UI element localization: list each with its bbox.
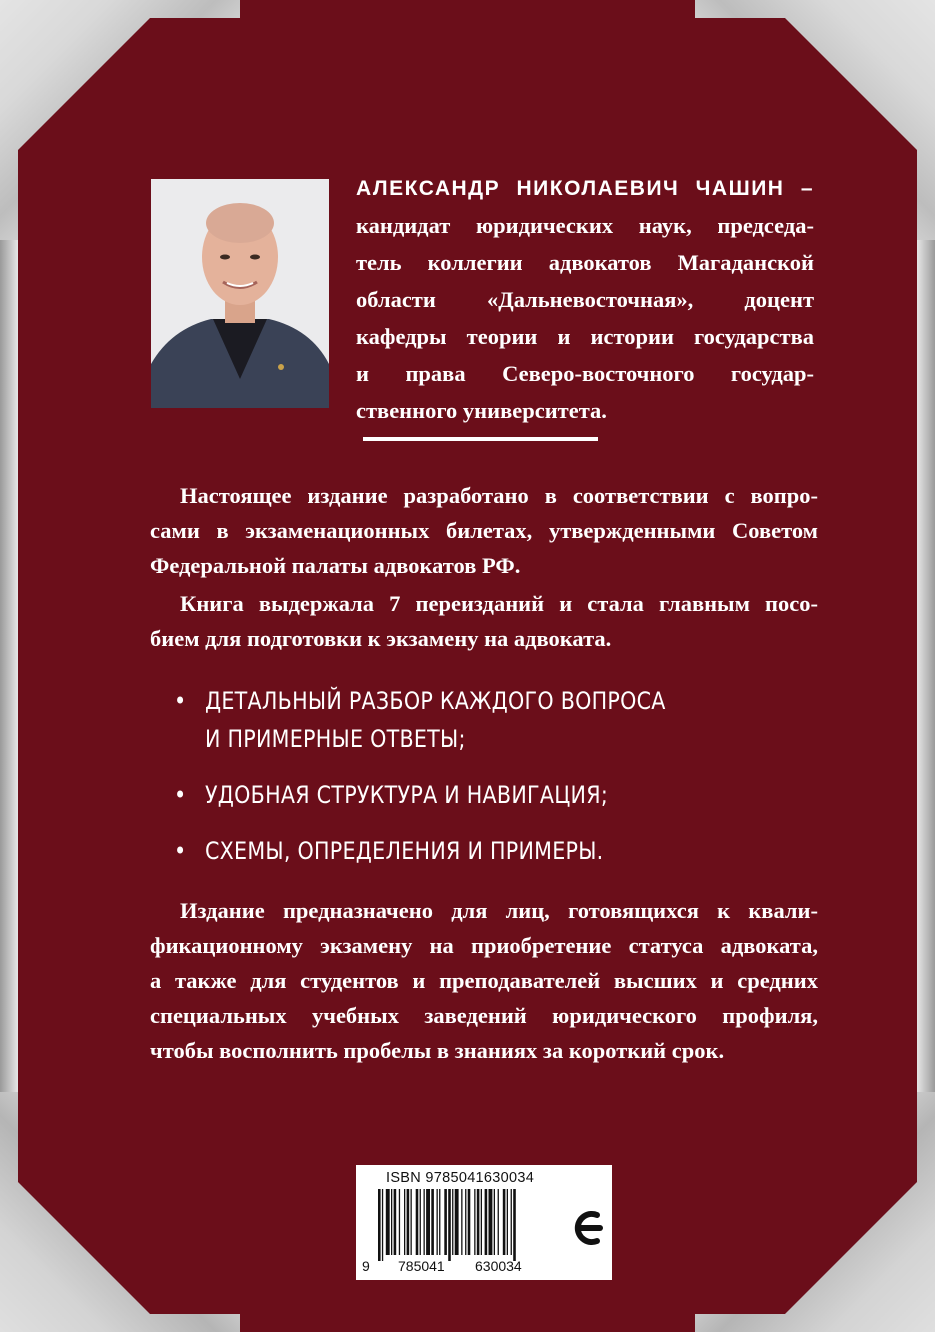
barcode-bar [407, 1189, 410, 1255]
barcode-bar [431, 1189, 434, 1255]
barcode-bar [503, 1189, 506, 1255]
paragraph-line: Федеральной палаты адвокатов РФ. [150, 553, 521, 578]
author-bio [356, 170, 814, 429]
barcode-bar [485, 1189, 488, 1255]
barcode-bar [424, 1189, 425, 1255]
barcode-bar [474, 1189, 475, 1255]
list-item-text: И ПРИМЕРНЫЕ ОТВЕТЫ; [204, 725, 466, 753]
barcode-digits-right: 630034 [475, 1258, 522, 1274]
barcode-bar [439, 1189, 440, 1255]
barcode-bar [444, 1189, 447, 1255]
barcode-bar [391, 1189, 392, 1255]
description-paragraph-1 [150, 478, 818, 583]
bullet-dot: • [174, 781, 187, 809]
barcode-bar [452, 1189, 453, 1255]
barcode-bar [416, 1189, 419, 1255]
barcode-bars [378, 1189, 558, 1261]
bullet-dot: • [174, 837, 187, 865]
barcode-bar [481, 1189, 482, 1255]
barcode-bar [489, 1189, 493, 1255]
barcode-bar [507, 1189, 508, 1255]
list-item [174, 776, 841, 814]
barcode-bar [465, 1189, 466, 1255]
barcode-bar [461, 1189, 462, 1255]
publisher-logo-icon [566, 1193, 606, 1263]
list-item-text: ДЕТАЛЬНЫЙ РАЗБОР КАЖДОГО ВОПРОСА [204, 687, 666, 715]
right-metal-edge [917, 240, 935, 1092]
bio-line: кандидат юридических наук, председа- [356, 213, 814, 238]
author-photo [151, 179, 329, 408]
barcode-bar [411, 1189, 412, 1255]
paragraph-line: Настоящее издание разработано в соответствии с вопро- [180, 483, 818, 508]
barcode-digit-first: 9 [362, 1258, 370, 1274]
barcode-bar [498, 1189, 499, 1255]
left-metal-edge [0, 240, 18, 1092]
barcode-panel [356, 1165, 612, 1280]
barcode-bar [382, 1189, 383, 1261]
divider-line [363, 437, 598, 441]
barcode-bar [468, 1189, 471, 1255]
paragraph-line: специальных учебных заведений юридического профиля, [150, 1003, 818, 1028]
isbn-label: ISBN 9785041630034 [386, 1170, 535, 1186]
barcode-bar [404, 1189, 405, 1255]
description-paragraph-2 [150, 586, 818, 656]
barcode-bar [477, 1189, 480, 1255]
paragraph-line: Книга выдержала 7 переизданий и стала главным посо- [180, 591, 818, 616]
bullet-dot: • [174, 687, 187, 715]
paragraph-line: а также для студентов и преподавателей высших и средних [150, 968, 818, 993]
barcode-bar [448, 1189, 451, 1261]
barcode-bar [399, 1189, 400, 1255]
list-item [174, 682, 841, 758]
barcode-bar [386, 1189, 390, 1255]
feature-list [174, 682, 814, 888]
bio-line: и права Северо-восточного государ- [356, 361, 814, 386]
barcode-digits-left: 785041 [398, 1258, 445, 1274]
paragraph-line: сами в экзаменационных билетах, утвержденными Советом [150, 518, 818, 543]
paragraph-line: чтобы восполнить пробелы в знаниях за короткий срок. [150, 1038, 725, 1063]
corner-ornament-bottom-right [695, 1092, 935, 1332]
author-name: АЛЕКСАНДР НИКОЛАЕВИЧ ЧАШИН – [356, 177, 814, 200]
barcode-bar [378, 1189, 381, 1261]
barcode-bar [420, 1189, 421, 1255]
barcode-bar [455, 1189, 459, 1255]
paragraph-line: Издание предназначено для лиц, готовящихся к квали- [180, 898, 818, 923]
bio-line: тель коллегии адвокатов Магаданской [356, 250, 814, 275]
paragraph-line: фикационному экзамену на приобретение статуса адвоката, [150, 933, 818, 958]
barcode-bar [426, 1189, 430, 1255]
barcode-bar [394, 1189, 397, 1255]
barcode-bar [511, 1189, 512, 1255]
barcode-bar [494, 1189, 495, 1255]
bio-line: ственного университета. [356, 398, 607, 423]
barcode-bar [513, 1189, 516, 1261]
bio-line: области «Дальневосточная», доцент [356, 287, 814, 312]
list-item-text: СХЕМЫ, ОПРЕДЕЛЕНИЯ И ПРИМЕРЫ. [204, 837, 604, 865]
barcode-bar [437, 1189, 438, 1255]
bio-line: кафедры теории и истории государства [356, 324, 814, 349]
corner-ornament-bottom-left [0, 1092, 240, 1332]
description-paragraph-3 [150, 893, 818, 1068]
paragraph-line: бием для подготовки к экзамену на адвоката. [150, 626, 612, 651]
list-item-text: УДОБНАЯ СТРУКТУРА И НАВИГАЦИЯ; [204, 781, 609, 809]
list-item [174, 832, 841, 870]
